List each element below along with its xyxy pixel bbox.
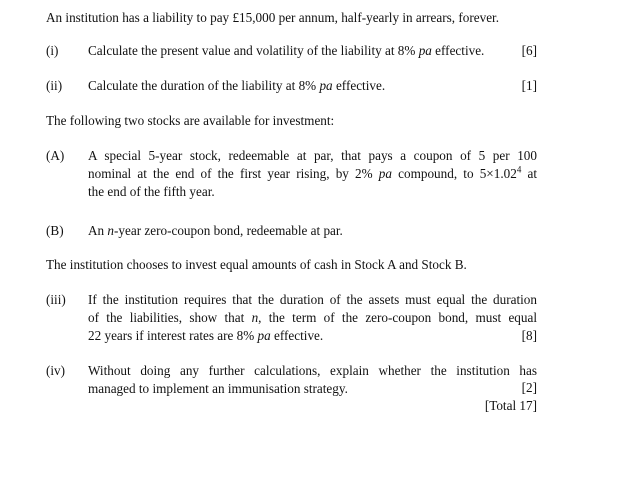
q3-line3	[88, 327, 537, 345]
stock-a-line2-pre: nominal at the end of the first year rising, by 2%	[88, 166, 379, 181]
q1-marks: [6]	[521, 43, 537, 58]
q3-line3-pre: 22 years if interest rates are 8%	[88, 328, 258, 343]
q1-text-pre: Calculate the present value and volatility of the liability at 8%	[88, 43, 419, 58]
stocks-intro: The following two stocks are available for investment:	[46, 113, 335, 128]
stock-b-label: (B)	[46, 223, 64, 238]
q2-pa: pa	[319, 78, 333, 93]
stock-a-exponent: 4	[516, 164, 522, 175]
q4-label: (iv)	[46, 363, 66, 378]
stock-a-line2-post: at	[521, 166, 537, 181]
stock-a-line2-mid: compound, to 5×1.02	[391, 166, 517, 181]
q3-line2-pre: of the liabilities, show that	[88, 310, 252, 325]
stock-b-text	[88, 223, 343, 239]
q3-line2-post: , the term of the zero-coupon bond, must equal	[258, 310, 537, 325]
stock-a-text	[88, 147, 537, 201]
stock-b-text-pre: An	[88, 223, 108, 238]
total-marks: [Total 17]	[484, 398, 537, 413]
q2-text	[88, 78, 385, 94]
q1-pa: pa	[418, 43, 432, 58]
q3-line1: If the institution requires that the duration of the assets must equal the duration	[88, 292, 537, 307]
q3-marks: [8]	[521, 328, 537, 343]
q2-label: (ii)	[46, 78, 63, 93]
q2-text-pre: Calculate the duration of the liability at 8%	[88, 78, 320, 93]
q3-line3-post: effective.	[270, 328, 324, 343]
q3-n: n	[251, 310, 259, 325]
stock-a-label: (A)	[46, 148, 65, 163]
stock-a-line3: the end of the fifth year.	[88, 184, 215, 199]
stock-b-n: n	[107, 223, 115, 238]
q3-label: (iii)	[46, 292, 66, 307]
stock-a-pa: pa	[378, 166, 392, 181]
q1-label: (i)	[46, 43, 59, 58]
q4-marks: [2]	[521, 380, 537, 395]
q1-text	[88, 43, 484, 59]
q2-marks: [1]	[521, 78, 537, 93]
q4-line2: managed to implement an immunisation strategy.	[88, 381, 348, 396]
stock-b-text-post: -year zero-coupon bond, redeemable at par.	[114, 223, 343, 238]
stock-a-line1: A special 5-year stock, redeemable at par, that pays a coupon of 5 per 100	[88, 148, 537, 163]
q4-text	[88, 362, 537, 398]
q3-pa: pa	[257, 328, 271, 343]
q3-line2	[88, 309, 537, 327]
intro-text: An institution has a liability to pay £15,000 per annum, half-yearly in arrears, forever.	[46, 10, 500, 25]
q3-text	[88, 291, 537, 345]
invest-text: The institution chooses to invest equal amounts of cash in Stock A and Stock B.	[46, 257, 467, 272]
q4-line1: Without doing any further calculations, explain whether the institution has	[88, 363, 537, 378]
q1-text-post: effective.	[431, 43, 485, 58]
q2-text-post: effective.	[332, 78, 386, 93]
stock-a-line2	[88, 165, 537, 183]
